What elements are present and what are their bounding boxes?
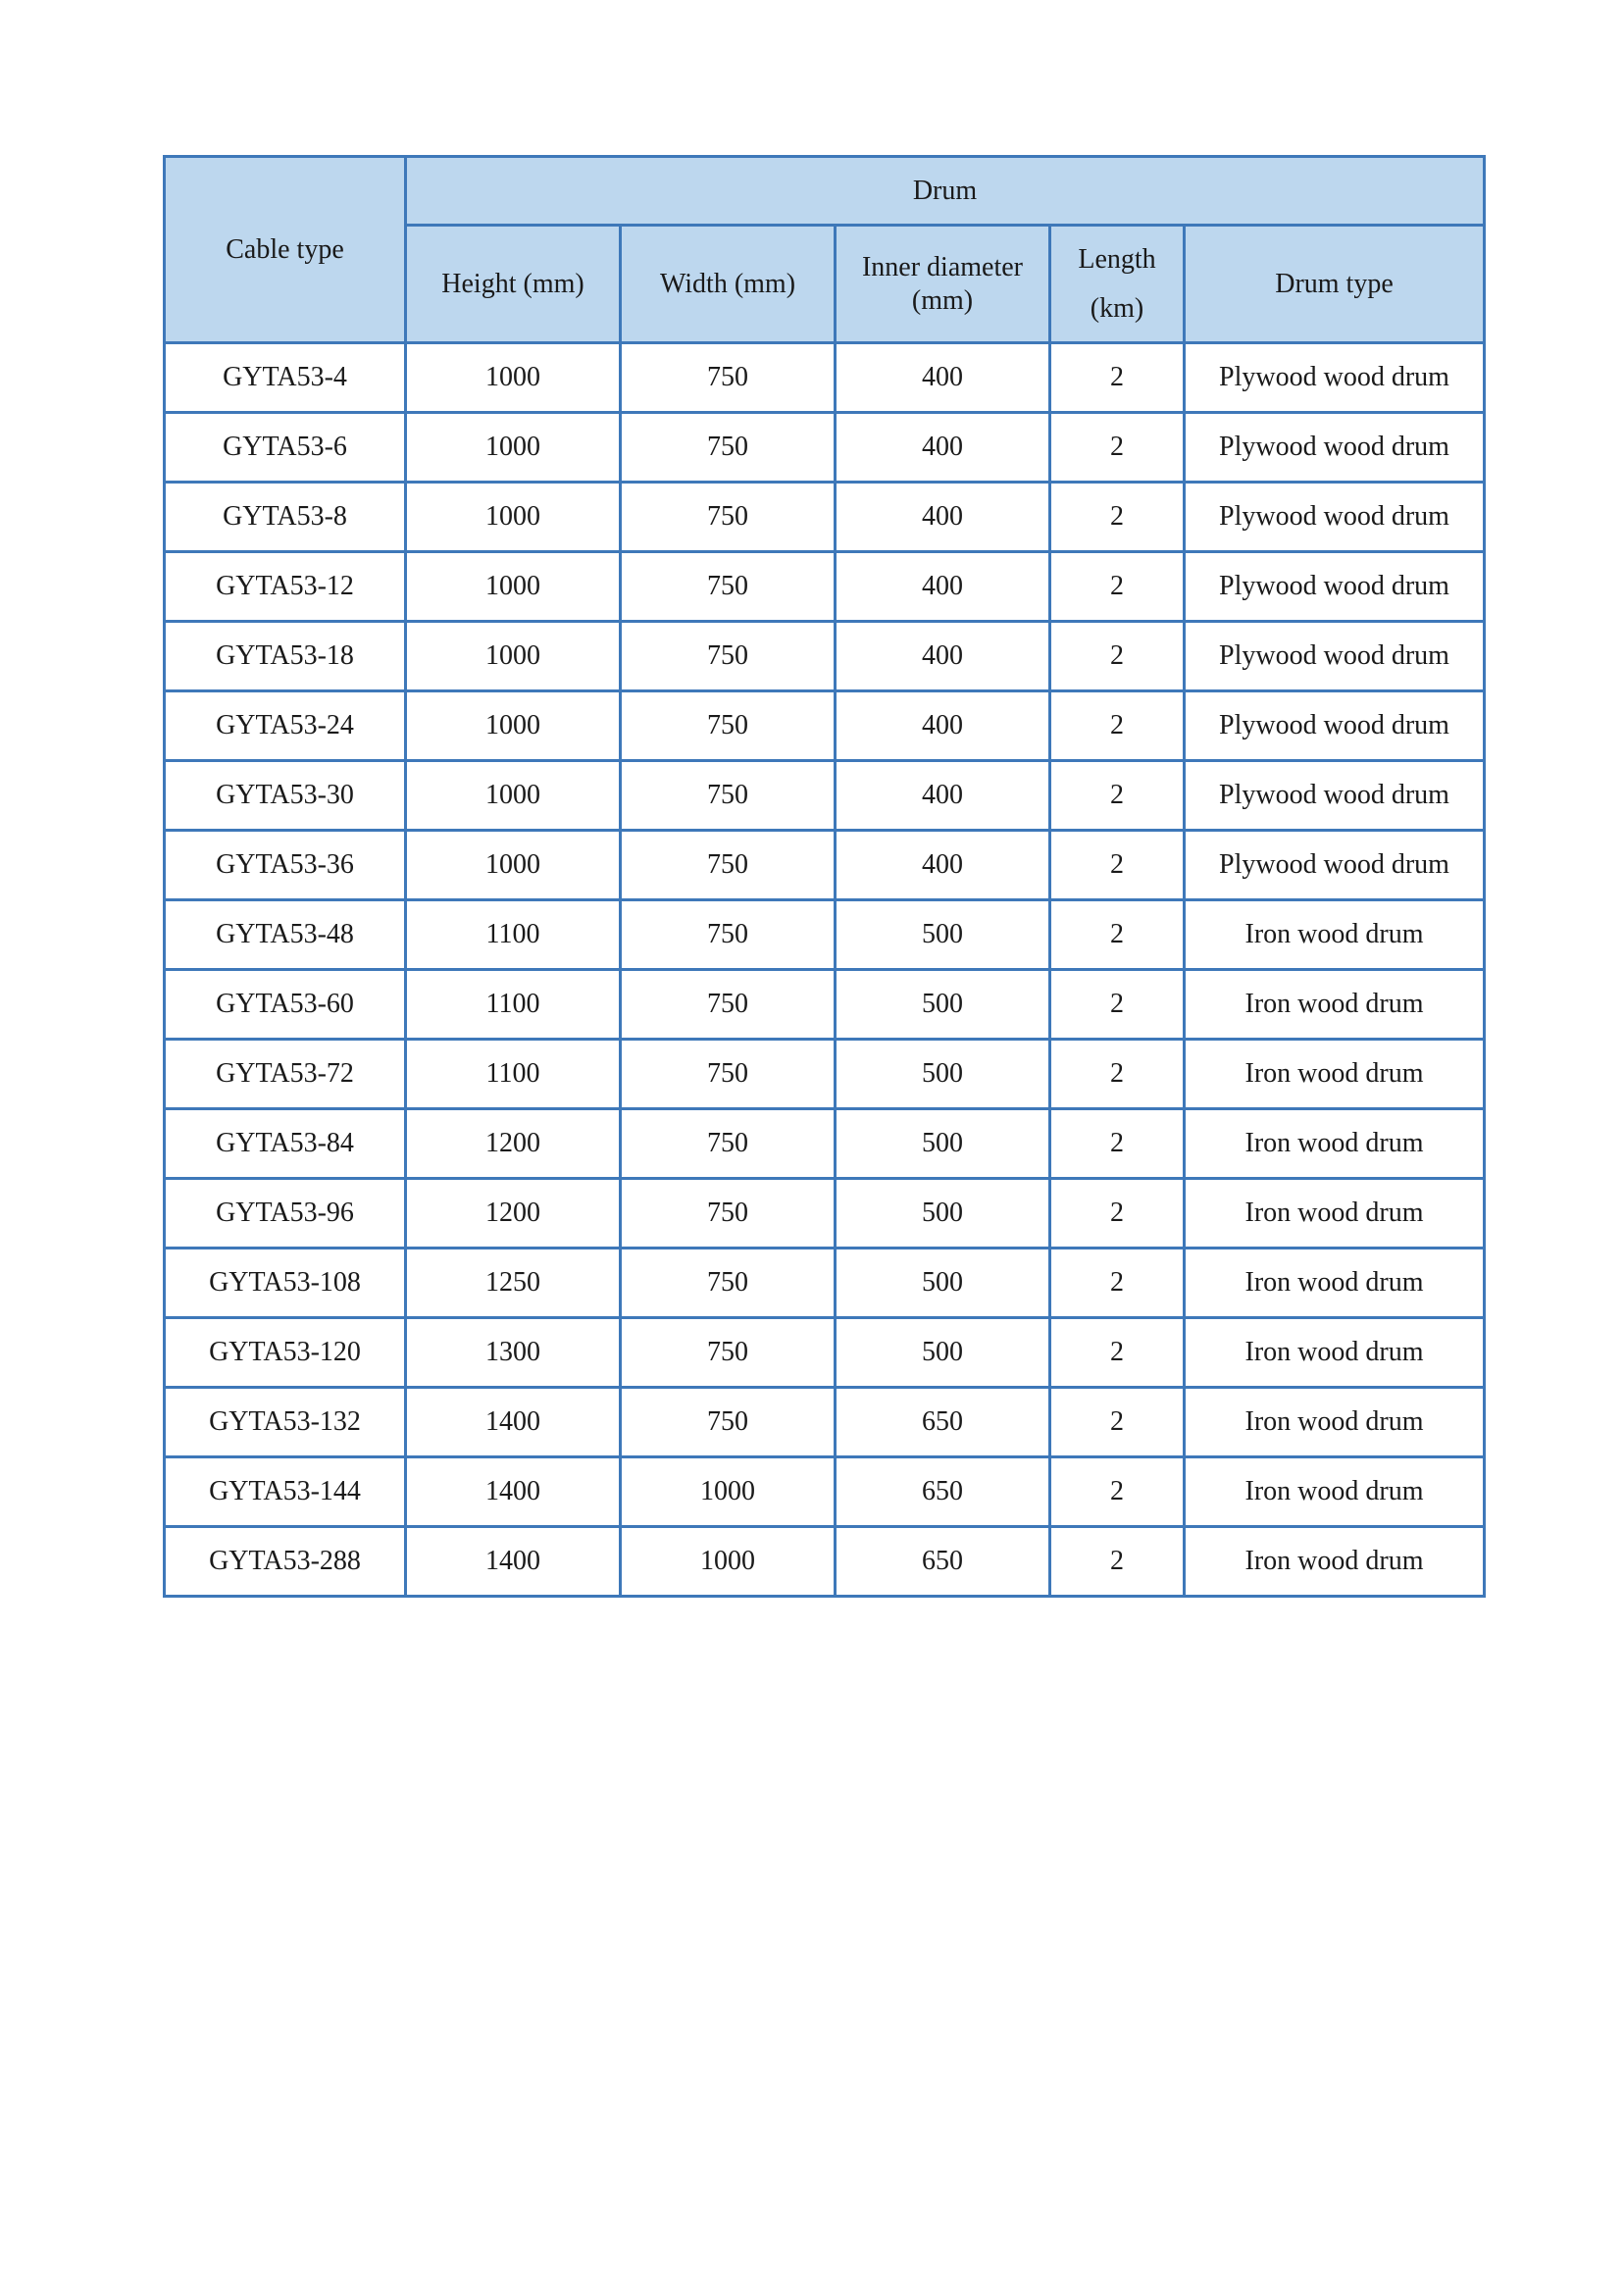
table-row	[165, 1109, 1485, 1179]
table-row	[165, 900, 1485, 970]
cell-width: 750	[621, 691, 836, 761]
cell-inner-diameter: 400	[836, 413, 1050, 483]
cell-cable-type: GYTA53-4	[165, 343, 406, 413]
cell-length: 2	[1050, 1388, 1185, 1457]
cell-drum-type: Iron wood drum	[1185, 1040, 1485, 1109]
cell-height: 1100	[406, 1040, 621, 1109]
cell-cable-type: GYTA53-120	[165, 1318, 406, 1388]
cell-drum-type: Plywood wood drum	[1185, 552, 1485, 622]
cell-drum-type: Iron wood drum	[1185, 1109, 1485, 1179]
cell-width: 750	[621, 622, 836, 691]
cell-inner-diameter: 400	[836, 552, 1050, 622]
cell-height: 1100	[406, 970, 621, 1040]
header-inner-diameter-line1: Inner diameter	[861, 251, 1024, 282]
cell-height: 1000	[406, 761, 621, 831]
table-row	[165, 691, 1485, 761]
table-row	[165, 1388, 1485, 1457]
cell-cable-type: GYTA53-6	[165, 413, 406, 483]
cell-drum-type: Plywood wood drum	[1185, 831, 1485, 900]
cell-cable-type: GYTA53-72	[165, 1040, 406, 1109]
cell-width: 750	[621, 343, 836, 413]
cell-width: 750	[621, 1040, 836, 1109]
cell-height: 1000	[406, 343, 621, 413]
table-row	[165, 1249, 1485, 1318]
drum-spec-table	[163, 155, 1486, 1598]
cell-length: 2	[1050, 761, 1185, 831]
cell-height: 1000	[406, 831, 621, 900]
cell-height: 1400	[406, 1457, 621, 1527]
cell-width: 750	[621, 900, 836, 970]
cell-width: 750	[621, 831, 836, 900]
cell-inner-diameter: 500	[836, 1318, 1050, 1388]
cell-inner-diameter: 500	[836, 1179, 1050, 1249]
cell-width: 750	[621, 1249, 836, 1318]
cell-inner-diameter: 400	[836, 761, 1050, 831]
cell-length: 2	[1050, 483, 1185, 552]
header-length-line1: Length	[1078, 243, 1156, 275]
header-inner-diameter-line2: (mm)	[911, 284, 974, 316]
cell-height: 1000	[406, 483, 621, 552]
cell-length: 2	[1050, 691, 1185, 761]
cell-length: 2	[1050, 1179, 1185, 1249]
cell-width: 750	[621, 761, 836, 831]
table-body	[165, 343, 1485, 1597]
header-drum-group: Drum	[406, 157, 1485, 226]
cell-cable-type: GYTA53-48	[165, 900, 406, 970]
cell-cable-type: GYTA53-144	[165, 1457, 406, 1527]
cell-inner-diameter: 400	[836, 691, 1050, 761]
cell-height: 1400	[406, 1527, 621, 1597]
header-length	[1050, 226, 1185, 343]
cell-inner-diameter: 650	[836, 1388, 1050, 1457]
cell-cable-type: GYTA53-8	[165, 483, 406, 552]
cell-length: 2	[1050, 1040, 1185, 1109]
cell-width: 750	[621, 1318, 836, 1388]
cell-length: 2	[1050, 1109, 1185, 1179]
cell-length: 2	[1050, 900, 1185, 970]
cell-height: 1400	[406, 1388, 621, 1457]
cell-width: 750	[621, 483, 836, 552]
table-row	[165, 1457, 1485, 1527]
cell-height: 1000	[406, 413, 621, 483]
cell-inner-diameter: 400	[836, 622, 1050, 691]
cell-width: 750	[621, 1388, 836, 1457]
cell-cable-type: GYTA53-30	[165, 761, 406, 831]
cell-length: 2	[1050, 1457, 1185, 1527]
table-row	[165, 413, 1485, 483]
cell-drum-type: Iron wood drum	[1185, 1179, 1485, 1249]
cell-drum-type: Plywood wood drum	[1185, 622, 1485, 691]
cell-width: 750	[621, 970, 836, 1040]
cell-length: 2	[1050, 552, 1185, 622]
cell-cable-type: GYTA53-108	[165, 1249, 406, 1318]
header-width: Width (mm)	[621, 226, 836, 343]
cell-width: 1000	[621, 1527, 836, 1597]
cell-drum-type: Iron wood drum	[1185, 1249, 1485, 1318]
header-cable-type: Cable type	[165, 157, 406, 343]
table-row	[165, 622, 1485, 691]
cell-drum-type: Plywood wood drum	[1185, 343, 1485, 413]
cell-drum-type: Iron wood drum	[1185, 1457, 1485, 1527]
table-row	[165, 1527, 1485, 1597]
table-row	[165, 761, 1485, 831]
cell-height: 1200	[406, 1179, 621, 1249]
cell-inner-diameter: 500	[836, 900, 1050, 970]
cell-inner-diameter: 500	[836, 1040, 1050, 1109]
cell-drum-type: Iron wood drum	[1185, 1527, 1485, 1597]
cell-cable-type: GYTA53-12	[165, 552, 406, 622]
cell-height: 1000	[406, 552, 621, 622]
cell-inner-diameter: 500	[836, 970, 1050, 1040]
cell-width: 750	[621, 413, 836, 483]
cell-inner-diameter: 400	[836, 483, 1050, 552]
cell-length: 2	[1050, 831, 1185, 900]
table-row	[165, 1040, 1485, 1109]
header-drum-type: Drum type	[1185, 226, 1485, 343]
cell-cable-type: GYTA53-60	[165, 970, 406, 1040]
cell-cable-type: GYTA53-96	[165, 1179, 406, 1249]
table-row	[165, 831, 1485, 900]
cell-inner-diameter: 400	[836, 831, 1050, 900]
cell-width: 750	[621, 552, 836, 622]
cell-cable-type: GYTA53-36	[165, 831, 406, 900]
cell-width: 750	[621, 1179, 836, 1249]
cell-cable-type: GYTA53-18	[165, 622, 406, 691]
cell-drum-type: Iron wood drum	[1185, 1388, 1485, 1457]
table-header	[165, 157, 1485, 343]
cell-length: 2	[1050, 1249, 1185, 1318]
cell-inner-diameter: 650	[836, 1457, 1050, 1527]
cell-length: 2	[1050, 970, 1185, 1040]
cell-length: 2	[1050, 413, 1185, 483]
cell-cable-type: GYTA53-288	[165, 1527, 406, 1597]
cell-drum-type: Plywood wood drum	[1185, 413, 1485, 483]
cell-length: 2	[1050, 343, 1185, 413]
header-row-1	[165, 157, 1485, 226]
table-row	[165, 343, 1485, 413]
cell-cable-type: GYTA53-84	[165, 1109, 406, 1179]
table-row	[165, 1179, 1485, 1249]
cell-drum-type: Plywood wood drum	[1185, 483, 1485, 552]
table-row	[165, 552, 1485, 622]
cell-drum-type: Plywood wood drum	[1185, 761, 1485, 831]
cell-length: 2	[1050, 1318, 1185, 1388]
cell-inner-diameter: 500	[836, 1109, 1050, 1179]
cell-inner-diameter: 400	[836, 343, 1050, 413]
cell-length: 2	[1050, 1527, 1185, 1597]
table-row	[165, 1318, 1485, 1388]
cell-height: 1200	[406, 1109, 621, 1179]
cell-length: 2	[1050, 622, 1185, 691]
cell-drum-type: Plywood wood drum	[1185, 691, 1485, 761]
cell-inner-diameter: 500	[836, 1249, 1050, 1318]
cell-drum-type: Iron wood drum	[1185, 970, 1485, 1040]
cell-height: 1000	[406, 691, 621, 761]
cell-cable-type: GYTA53-24	[165, 691, 406, 761]
header-inner-diameter	[836, 226, 1050, 343]
table-row	[165, 970, 1485, 1040]
cell-height: 1250	[406, 1249, 621, 1318]
cell-inner-diameter: 650	[836, 1527, 1050, 1597]
cell-height: 1300	[406, 1318, 621, 1388]
cell-height: 1100	[406, 900, 621, 970]
cell-drum-type: Iron wood drum	[1185, 1318, 1485, 1388]
cell-height: 1000	[406, 622, 621, 691]
cell-cable-type: GYTA53-132	[165, 1388, 406, 1457]
header-height: Height (mm)	[406, 226, 621, 343]
table-row	[165, 483, 1485, 552]
header-length-line2: (km)	[1090, 292, 1144, 324]
cell-width: 750	[621, 1109, 836, 1179]
cell-width: 1000	[621, 1457, 836, 1527]
cell-drum-type: Iron wood drum	[1185, 900, 1485, 970]
